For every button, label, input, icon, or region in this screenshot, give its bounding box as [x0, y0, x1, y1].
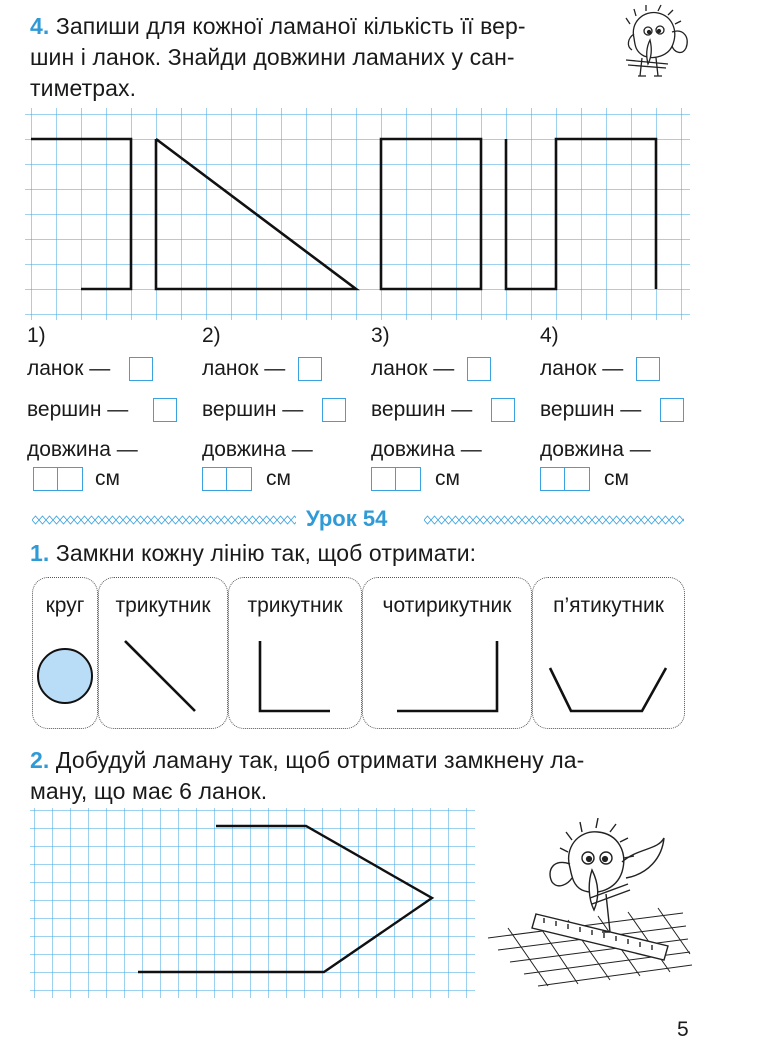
task2-number: 2.	[30, 747, 50, 773]
circle-shape	[38, 649, 92, 703]
vertices-answer-box[interactable]	[660, 398, 684, 422]
unit-label: см	[604, 467, 629, 490]
vertices-answer-box[interactable]	[491, 398, 515, 422]
links-label: ланок —	[202, 357, 286, 380]
vertices-label: вершин —	[27, 398, 129, 421]
shape-label-pentagon: п’ятикутник	[553, 594, 664, 617]
links-label: ланок —	[540, 357, 624, 380]
length-answer-box[interactable]	[371, 467, 421, 491]
open-line-triangle-1-visible	[125, 641, 195, 711]
grid-polyline-task2	[30, 808, 475, 998]
shape-label-quadrilateral: чотирикутник	[382, 594, 512, 617]
shape-label-triangle-2: трикутник	[247, 594, 343, 617]
answer-column-2	[202, 324, 372, 494]
vertices-label: вершин —	[371, 398, 473, 421]
vertices-label: вершин —	[202, 398, 304, 421]
task1-text: 1. Замкни кожну лінію так, щоб отримати:	[30, 540, 477, 566]
links-answer-box[interactable]	[467, 357, 491, 381]
length-answer-box[interactable]	[33, 467, 83, 491]
open-line-pentagon	[550, 668, 666, 711]
unit-label: см	[266, 467, 291, 490]
task2-text	[30, 745, 710, 807]
task4-line1: 4. Запиши для кожної ламаної кількість її вер-	[30, 13, 526, 39]
answer-index: 4)	[540, 324, 559, 347]
open-line-triangle-2	[260, 641, 330, 711]
length-label: довжина —	[27, 438, 138, 461]
links-label: ланок —	[371, 357, 455, 380]
answer-index: 1)	[27, 324, 46, 347]
length-label: довжина —	[202, 438, 313, 461]
answer-column-3	[371, 324, 541, 494]
links-answer-box[interactable]	[129, 357, 153, 381]
task1-number: 1.	[30, 540, 50, 566]
grid-polylines-task4	[25, 108, 690, 320]
open-line-quadrilateral	[397, 641, 497, 711]
shape-label-triangle-1: трикутник	[115, 594, 211, 617]
task4-text	[30, 11, 620, 104]
task2-line2: ману, що має 6 ланок.	[30, 778, 268, 804]
length-label: довжина —	[540, 438, 651, 461]
task4-line2: шин і ланок. Знайди довжини ламаних у сан-	[30, 44, 515, 70]
open-lines-drawing	[0, 630, 700, 720]
length-label: довжина —	[371, 438, 482, 461]
lesson-title: Урок 54	[306, 506, 388, 531]
links-answer-box[interactable]	[636, 357, 660, 381]
lesson-divider-left	[32, 514, 296, 526]
bird-illustration-top	[612, 4, 692, 84]
vertices-answer-box[interactable]	[153, 398, 177, 422]
answer-column-4	[540, 324, 710, 494]
answer-index: 3)	[371, 324, 390, 347]
lesson-divider-right	[424, 514, 684, 526]
task4-number: 4.	[30, 13, 50, 39]
answer-index: 2)	[202, 324, 221, 347]
page-number: 5	[677, 1018, 689, 1041]
bird-with-ruler-illustration	[478, 818, 693, 988]
links-answer-box[interactable]	[298, 357, 322, 381]
unit-label: см	[95, 467, 120, 490]
task4-line3: тиметрах.	[30, 75, 137, 101]
shape-label-circle: круг	[45, 594, 85, 617]
vertices-answer-box[interactable]	[322, 398, 346, 422]
length-answer-box[interactable]	[540, 467, 590, 491]
answer-column-1	[27, 324, 197, 494]
length-answer-box[interactable]	[202, 467, 252, 491]
links-label: ланок —	[27, 357, 111, 380]
unit-label: см	[435, 467, 460, 490]
task2-line1: 2. Добудуй ламану так, щоб отримати замкнену ла-	[30, 747, 585, 773]
vertices-label: вершин —	[540, 398, 642, 421]
